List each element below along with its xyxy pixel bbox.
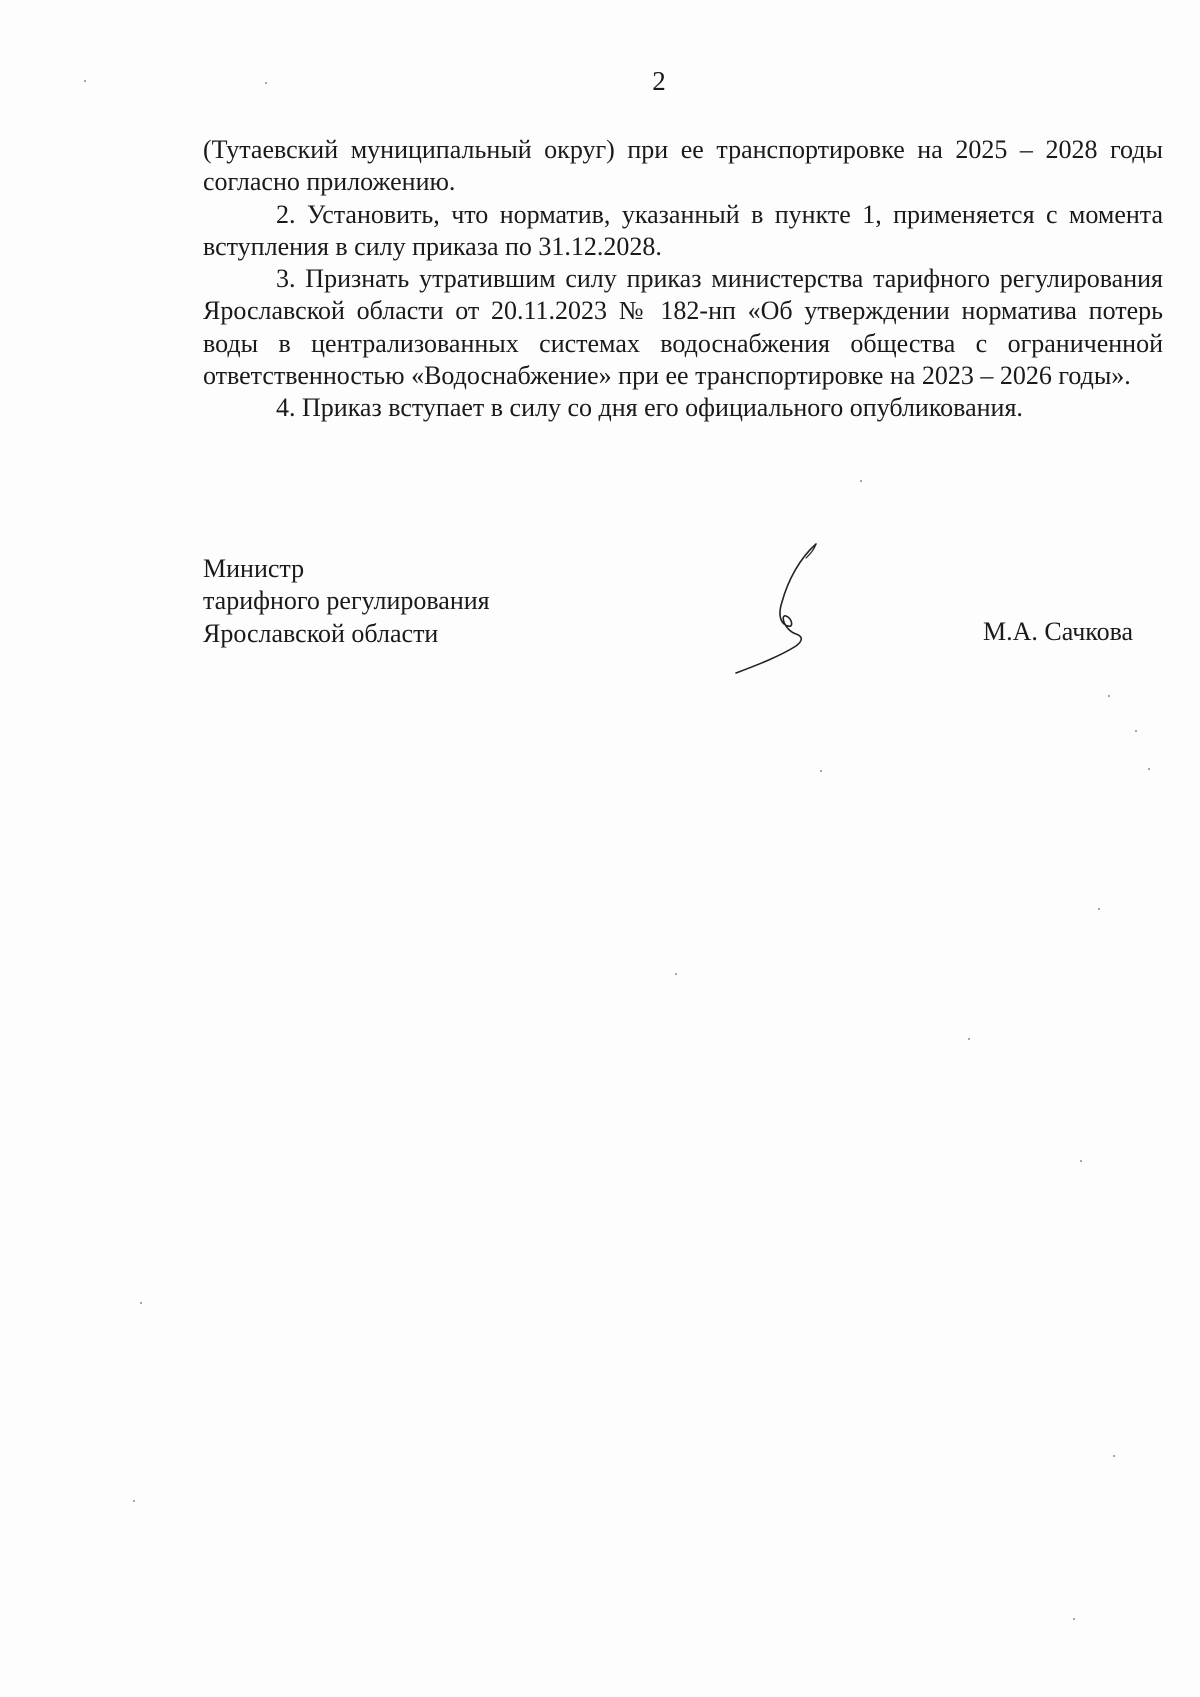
- scan-speck: [133, 1500, 135, 1502]
- page-number: 2: [652, 66, 666, 96]
- order-body: [203, 134, 1163, 425]
- signer-position: [203, 553, 490, 650]
- scan-speck: [820, 770, 822, 772]
- paragraph-continuation: (Тутаевский муниципальный округ) при ее транспортировке на 2025 – 2028 годы согласно приложению.: [203, 135, 1163, 197]
- scan-speck: [265, 82, 267, 84]
- paragraph-item-4: 4. Приказ вступает в силу со дня его официального опубликования.: [276, 393, 1023, 423]
- scan-speck: [1148, 768, 1150, 770]
- signer-name: М.А. Сачкова: [983, 617, 1134, 646]
- scan-speck: [675, 973, 677, 975]
- scan-speck: [1080, 1160, 1082, 1162]
- paragraph-item-2: 2. Установить, что норматив, указанный в пункте 1, применяется с момента вступления в силу приказа по 31.12.2028.: [203, 199, 1163, 261]
- scan-speck: [1108, 695, 1110, 697]
- scan-speck: [1135, 730, 1137, 732]
- scan-speck: [1073, 1618, 1075, 1620]
- scan-speck: [860, 480, 862, 482]
- paragraph-item-3: 3. Признать утратившим силу приказ министерства тарифного регулирования Ярославской области от 20.11.2023 № 182-нп «Об утверждении норматива потерь воды в централизованных системах водоснабжения общества с ограниченной ответственностью «Водоснабжение» при ее транспортировке на 2023 – 2026 годы».: [203, 264, 1163, 391]
- signer-position-line: тарифного регулирования: [203, 586, 490, 616]
- scan-speck: [140, 1302, 142, 1304]
- handwritten-signature: [730, 540, 830, 675]
- scan-speck: [1113, 1455, 1115, 1457]
- signer-position-line: Ярославской области: [203, 618, 439, 648]
- scan-speck: [1098, 908, 1100, 910]
- signer-position-line: Министр: [203, 554, 305, 583]
- scan-speck: [968, 1038, 970, 1040]
- scan-speck: [84, 80, 86, 82]
